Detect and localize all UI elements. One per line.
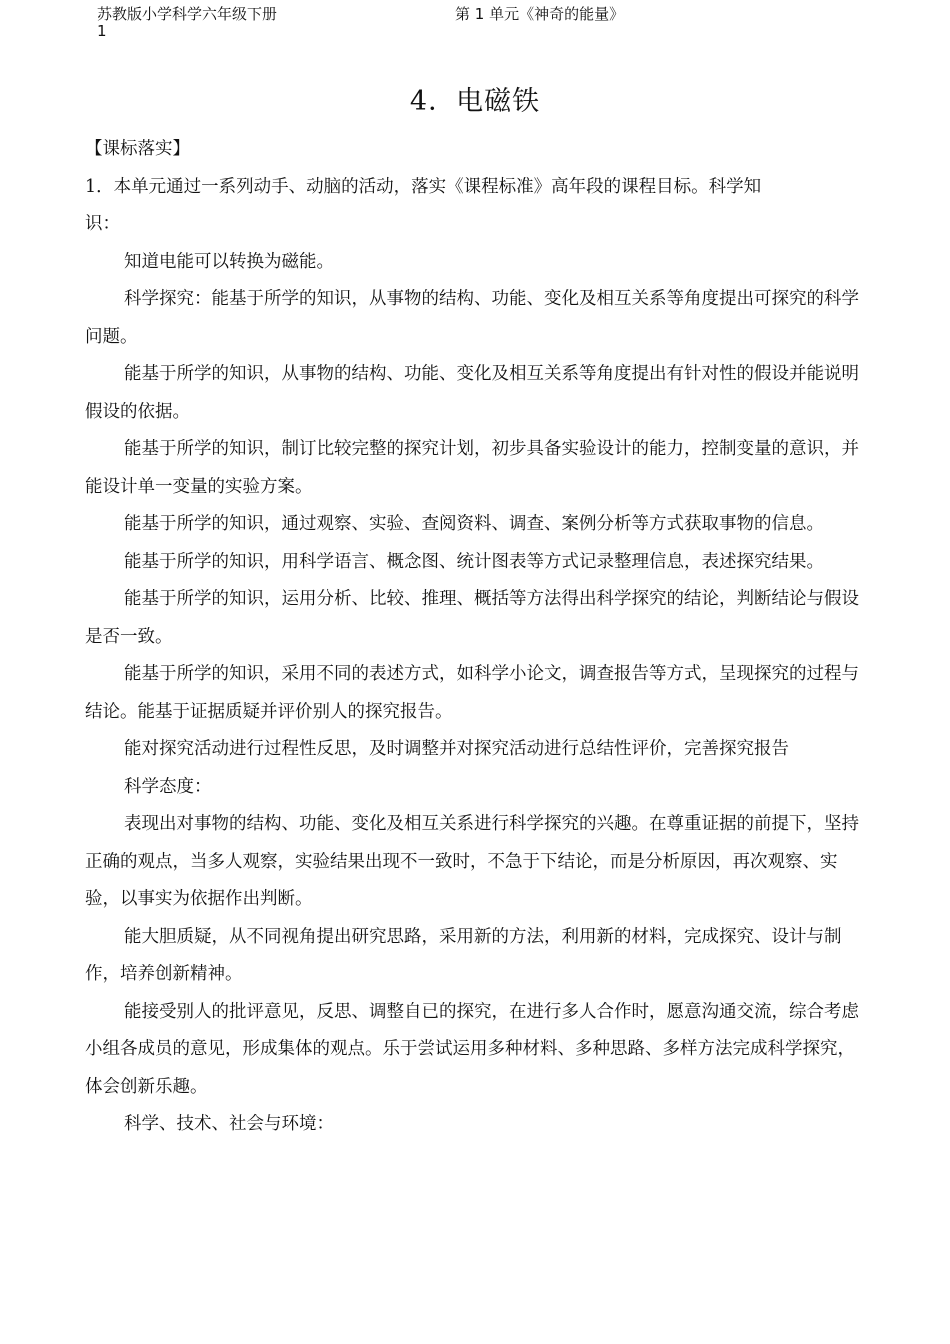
paragraph-attitude-1: 表现出对事物的结构、功能、变化及相互关系进行科学探究的兴趣。在尊重证据的前提下，坚持正确的观点，当多人观察，实验结果出现不一致时，不急于下结论，而是分析原因，再次观察、实验，以事实为依据作出判断。 bbox=[85, 814, 859, 909]
paragraph-attitude-2: 能大胆质疑，从不同视角提出研究思路，采用新的方法，利用新的材料，完成探究、设计与制作，培养创新精神。 bbox=[85, 926, 842, 984]
paragraph-inquiry-6: 能基于所学的知识，运用分析、比较、推理、概括等方法得出科学探究的结论，判断结论与假设是否一致。 bbox=[85, 589, 859, 647]
page-header bbox=[97, 6, 897, 40]
paragraph-inquiry-8: 能对探究活动进行过程性反思，及时调整并对探究活动进行总结性评价，完善探究报告 bbox=[124, 739, 789, 759]
section-heading: 【课标落实】 bbox=[85, 139, 190, 159]
header-page-number: 1 bbox=[97, 22, 107, 40]
paragraph-stse-heading: 科学、技术、社会与环境： bbox=[124, 1114, 334, 1134]
paragraph-inquiry-5: 能基于所学的知识，用科学语言、概念图、统计图表等方式记录整理信息，表述探究结果。 bbox=[124, 551, 824, 572]
paragraph-inquiry-1: 科学探究：能基于所学的知识，从事物的结构、功能、变化及相互关系等角度提出可探究的科学问题。 bbox=[85, 289, 859, 347]
paragraph-attitude-3: 能接受别人的批评意见，反思、调整自已的探究，在进行多人合作时，愿意沟通交流，综合考虑小组各成员的意见，形成集体的观点。乐于尝试运用多种材料、多种思路、多样方法完成科学探究，体会创新乐趣。 bbox=[85, 1001, 859, 1097]
header-unit-title: 第 1 单元《神奇的能量》 bbox=[455, 5, 625, 23]
paragraph-inquiry-2: 能基于所学的知识，从事物的结构、功能、变化及相互关系等角度提出有针对性的假设并能说明假设的依据。 bbox=[85, 364, 859, 422]
paragraph-attitude-heading: 科学态度： bbox=[124, 776, 212, 797]
paragraph-intro: 1．本单元通过一系列动手、动脑的活动，落实《课程标准》高年段的课程目标。科学知 bbox=[85, 176, 762, 197]
paragraph-knowledge: 知道电能可以转换为磁能。 bbox=[124, 251, 334, 272]
page-title: 4．电磁铁 bbox=[409, 86, 541, 117]
header-book-title: 苏教版小学科学六年级下册 bbox=[97, 5, 278, 23]
paragraph-inquiry-3: 能基于所学的知识，制订比较完整的探究计划，初步具备实验设计的能力，控制变量的意识，并能设计单一变量的实验方案。 bbox=[85, 439, 859, 497]
paragraph-inquiry-7: 能基于所学的知识，采用不同的表述方式，如科学小论文，调查报告等方式，呈现探究的过程与结论。能基于证据质疑并评价别人的探究报告。 bbox=[85, 664, 859, 722]
paragraph-intro-continued: 识： bbox=[85, 214, 120, 234]
document-body bbox=[85, 131, 865, 1144]
paragraph-inquiry-4: 能基于所学的知识，通过观察、实验、查阅资料、调查、案例分析等方式获取事物的信息。 bbox=[124, 514, 824, 534]
